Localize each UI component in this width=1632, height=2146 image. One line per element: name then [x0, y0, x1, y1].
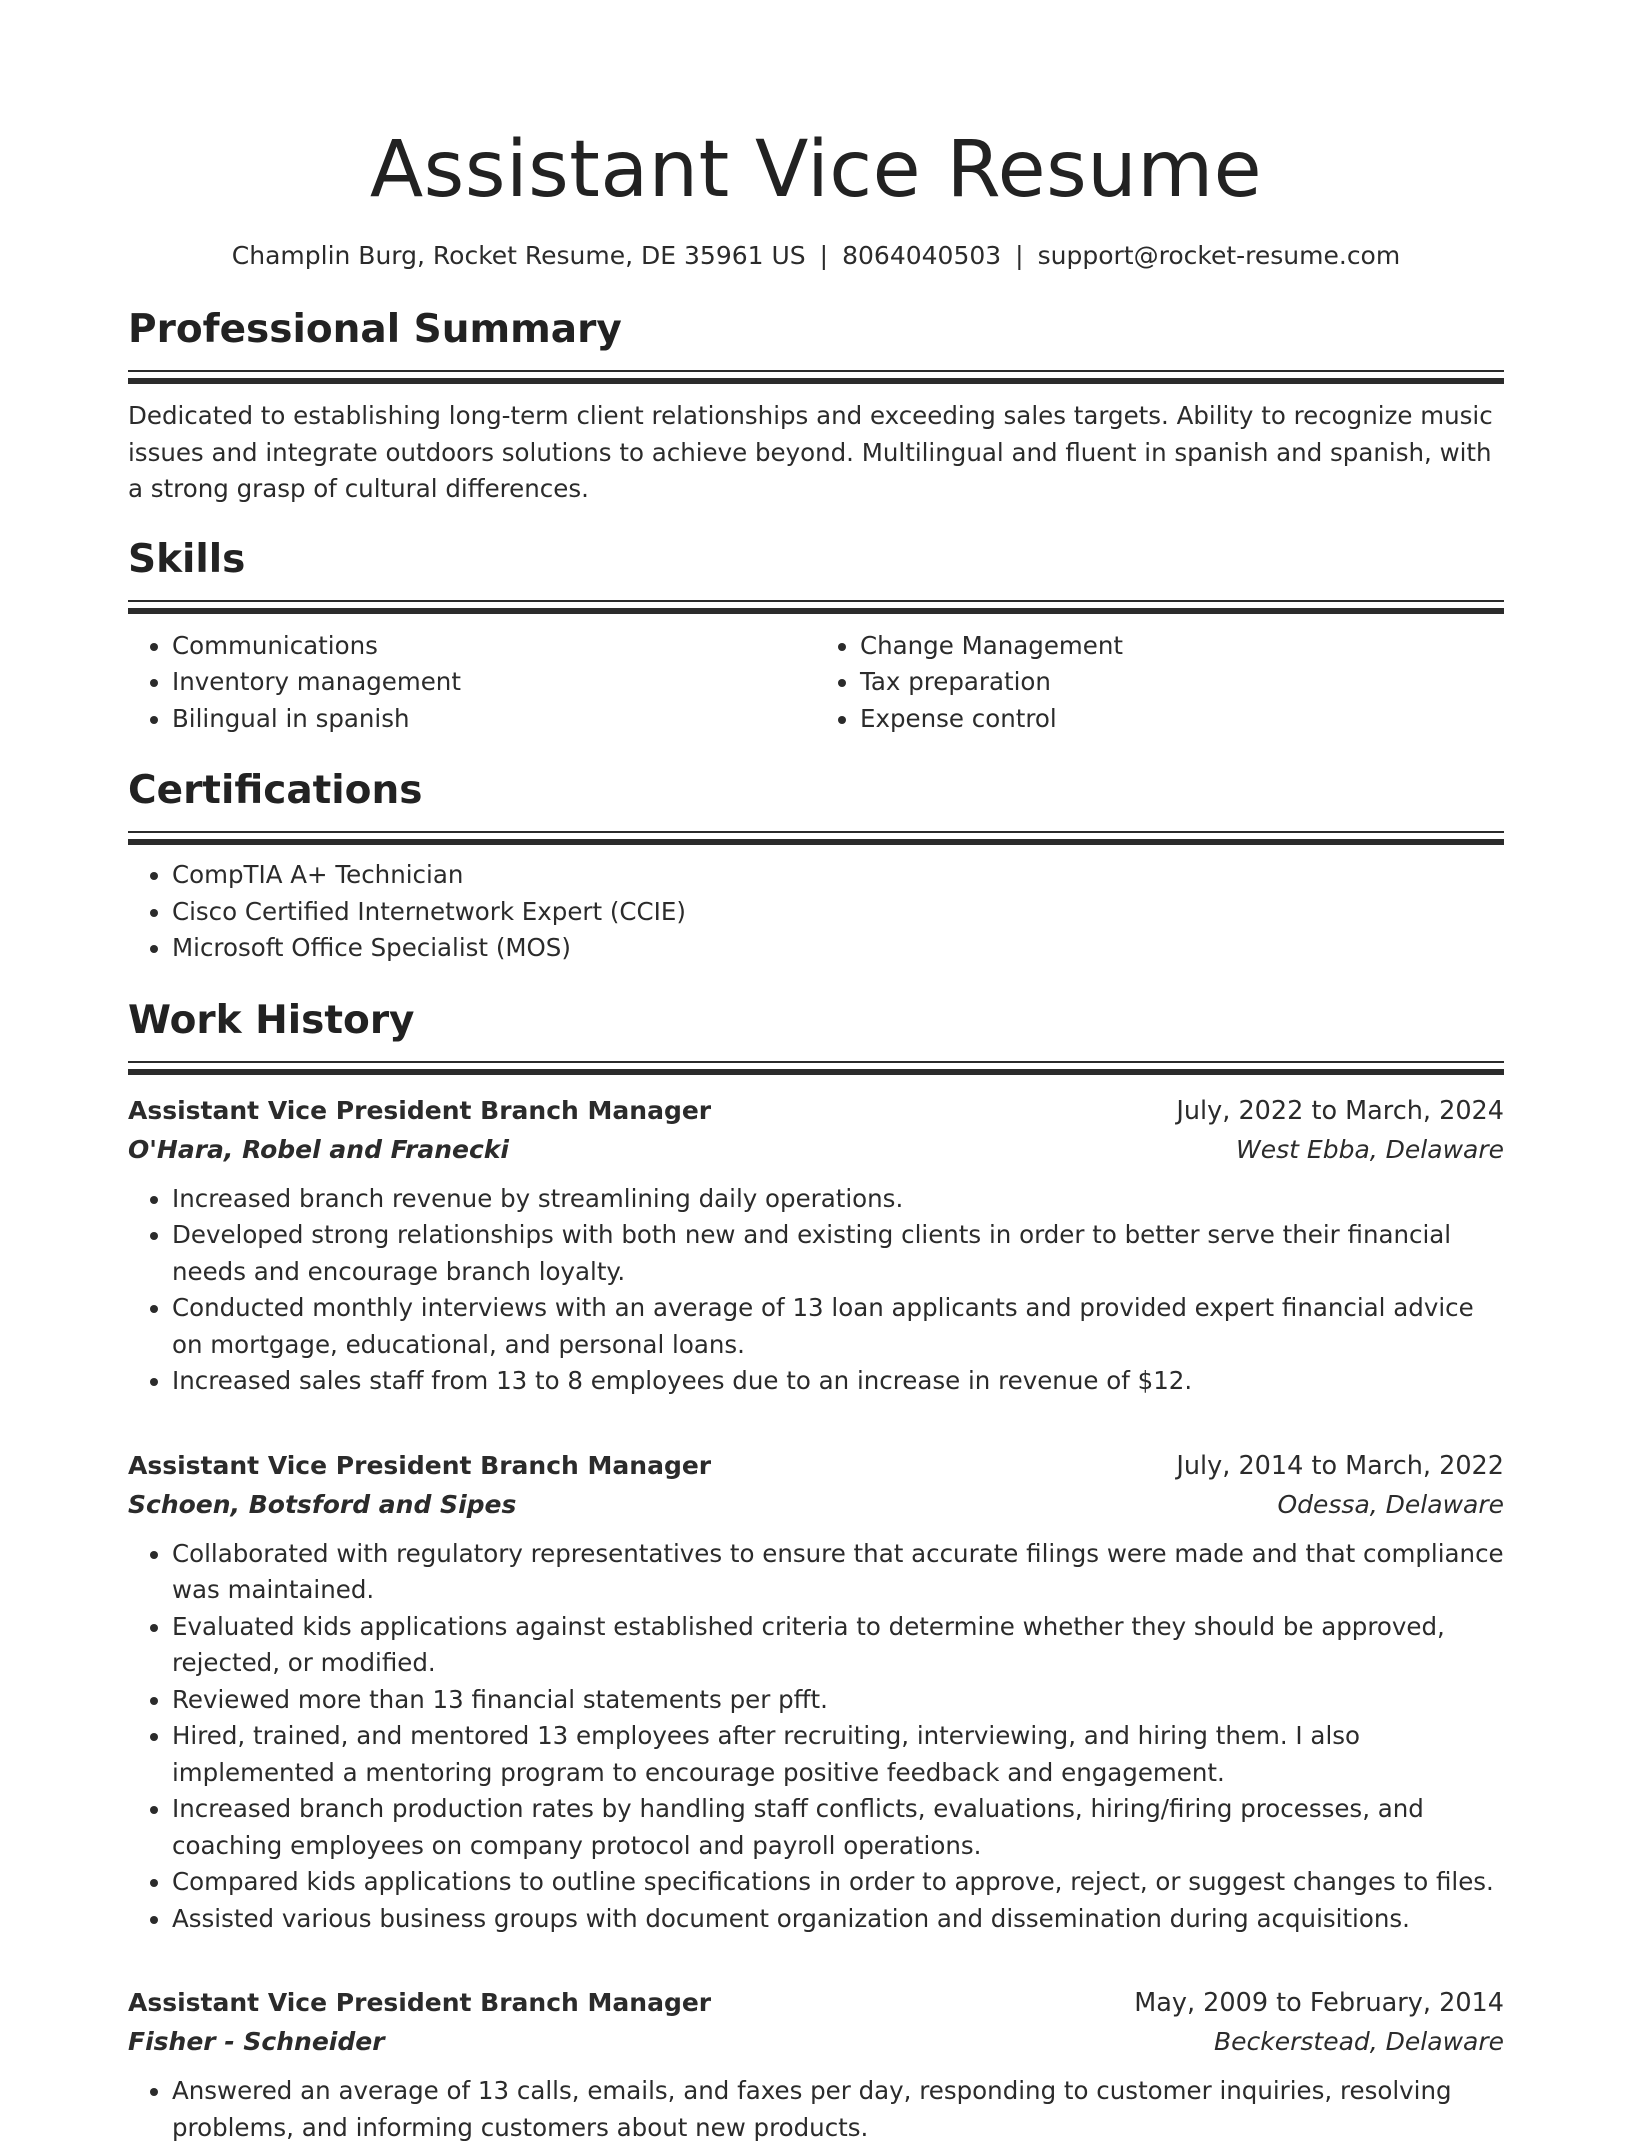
skills-heading: Skills [128, 534, 1504, 586]
job-entry [128, 1091, 1504, 1400]
job-location: West Ebba, Delaware [1236, 1131, 1504, 1169]
section-divider [128, 1061, 1504, 1075]
certification-item: • Microsoft Office Specialist (MOS) [172, 930, 1504, 967]
skill-item: • Inventory management [172, 664, 816, 701]
skills-section [128, 534, 1504, 738]
certifications-list [128, 857, 1504, 967]
contact-line [128, 238, 1504, 274]
contact-phone: 8064040503 [842, 241, 1001, 270]
job-bullet: • Assisted various business groups with document organization and dissemination during acquisitions. [172, 1901, 1504, 1938]
job-subheader [128, 1486, 1504, 1524]
job-title: Assistant Vice President Branch Manager [128, 1091, 711, 1131]
job-bullet: • Answered an average of 13 calls, emails, and faxes per day, responding to customer inquiries, resolving problems, and informing customers about new products. [172, 2073, 1504, 2146]
job-dates: July, 2022 to March, 2024 [1176, 1091, 1504, 1131]
job-title: Assistant Vice President Branch Manager [128, 1983, 711, 2023]
skill-item: • Bilingual in spanish [172, 701, 816, 738]
job-bullet: • Collaborated with regulatory representatives to ensure that accurate filings were made and that compliance was maintained. [172, 1536, 1504, 1609]
job-dates: May, 2009 to February, 2014 [1134, 1983, 1504, 2023]
job-bullet: • Hired, trained, and mentored 13 employees after recruiting, interviewing, and hiring them. I also implemented a mentoring program to encourage positive feedback and engagement. [172, 1718, 1504, 1791]
job-bullet: • Increased branch revenue by streamlining daily operations. [172, 1181, 1504, 1218]
job-bullet: • Conducted monthly interviews with an average of 13 loan applicants and provided expert financial advice on mortgage, educational, and personal loans. [172, 1290, 1504, 1363]
job-bullets [128, 1181, 1504, 1400]
job-bullet: • Increased branch production rates by handling staff conflicts, evaluations, hiring/firing processes, and coaching employees on company protocol and payroll operations. [172, 1791, 1504, 1864]
work-heading: Work History [128, 995, 1504, 1047]
job-company: O'Hara, Robel and Franecki [128, 1131, 509, 1169]
job-header [128, 1983, 1504, 2023]
contact-separator: | [1001, 241, 1037, 270]
job-entry [128, 1446, 1504, 1938]
job-header [128, 1091, 1504, 1131]
job-header [128, 1446, 1504, 1486]
skills-list-left [128, 628, 816, 738]
job-bullet: • Compared kids applications to outline specifications in order to approve, reject, or suggest changes to files. [172, 1864, 1504, 1901]
skill-item: • Change Management [860, 628, 1504, 665]
skill-item: • Communications [172, 628, 816, 665]
job-location: Beckerstead, Delaware [1214, 2023, 1504, 2061]
summary-text: Dedicated to establishing long-term client relationships and exceeding sales targets. Ability to recognize music issues and integrate outdoors solutions to achieve beyond. Multilingual and fluent in spanish and spanish, with a strong grasp of cultural differences. [128, 398, 1504, 508]
certifications-heading: Certifications [128, 765, 1504, 817]
certification-item: • Cisco Certified Internetwork Expert (CCIE) [172, 894, 1504, 931]
skill-item: • Expense control [860, 701, 1504, 738]
summary-heading: Professional Summary [128, 304, 1504, 356]
job-dates: July, 2014 to March, 2022 [1176, 1446, 1504, 1486]
job-entry [128, 1983, 1504, 2146]
job-bullets [128, 2073, 1504, 2146]
certifications-section [128, 765, 1504, 967]
resume-title: Assistant Vice Resume [128, 120, 1504, 220]
skills-list-right [816, 628, 1504, 738]
job-bullet: • Increased sales staff from 13 to 8 employees due to an increase in revenue of $12. [172, 1363, 1504, 1400]
job-bullet: • Developed strong relationships with both new and existing clients in order to better serve their financial needs and encourage branch loyalty. [172, 1217, 1504, 1290]
certification-item: • CompTIA A+ Technician [172, 857, 1504, 894]
section-divider [128, 370, 1504, 384]
job-subheader [128, 2023, 1504, 2061]
skill-item: • Tax preparation [860, 664, 1504, 701]
job-location: Odessa, Delaware [1277, 1486, 1504, 1524]
contact-separator: | [806, 241, 842, 270]
skills-columns [128, 628, 1504, 738]
summary-section [128, 304, 1504, 508]
job-bullets [128, 1536, 1504, 1938]
job-title: Assistant Vice President Branch Manager [128, 1446, 711, 1486]
section-divider [128, 600, 1504, 614]
contact-address: Champlin Burg, Rocket Resume, DE 35961 US [232, 241, 806, 270]
work-section [128, 995, 1504, 2146]
job-subheader [128, 1131, 1504, 1169]
job-bullet: • Evaluated kids applications against established criteria to determine whether they should be approved, rejected, or modified. [172, 1609, 1504, 1682]
contact-email[interactable]: support@rocket-resume.com [1038, 241, 1401, 270]
job-company: Fisher - Schneider [128, 2023, 385, 2061]
section-divider [128, 831, 1504, 845]
job-company: Schoen, Botsford and Sipes [128, 1486, 516, 1524]
job-bullet: • Reviewed more than 13 financial statements per pfft. [172, 1682, 1504, 1719]
